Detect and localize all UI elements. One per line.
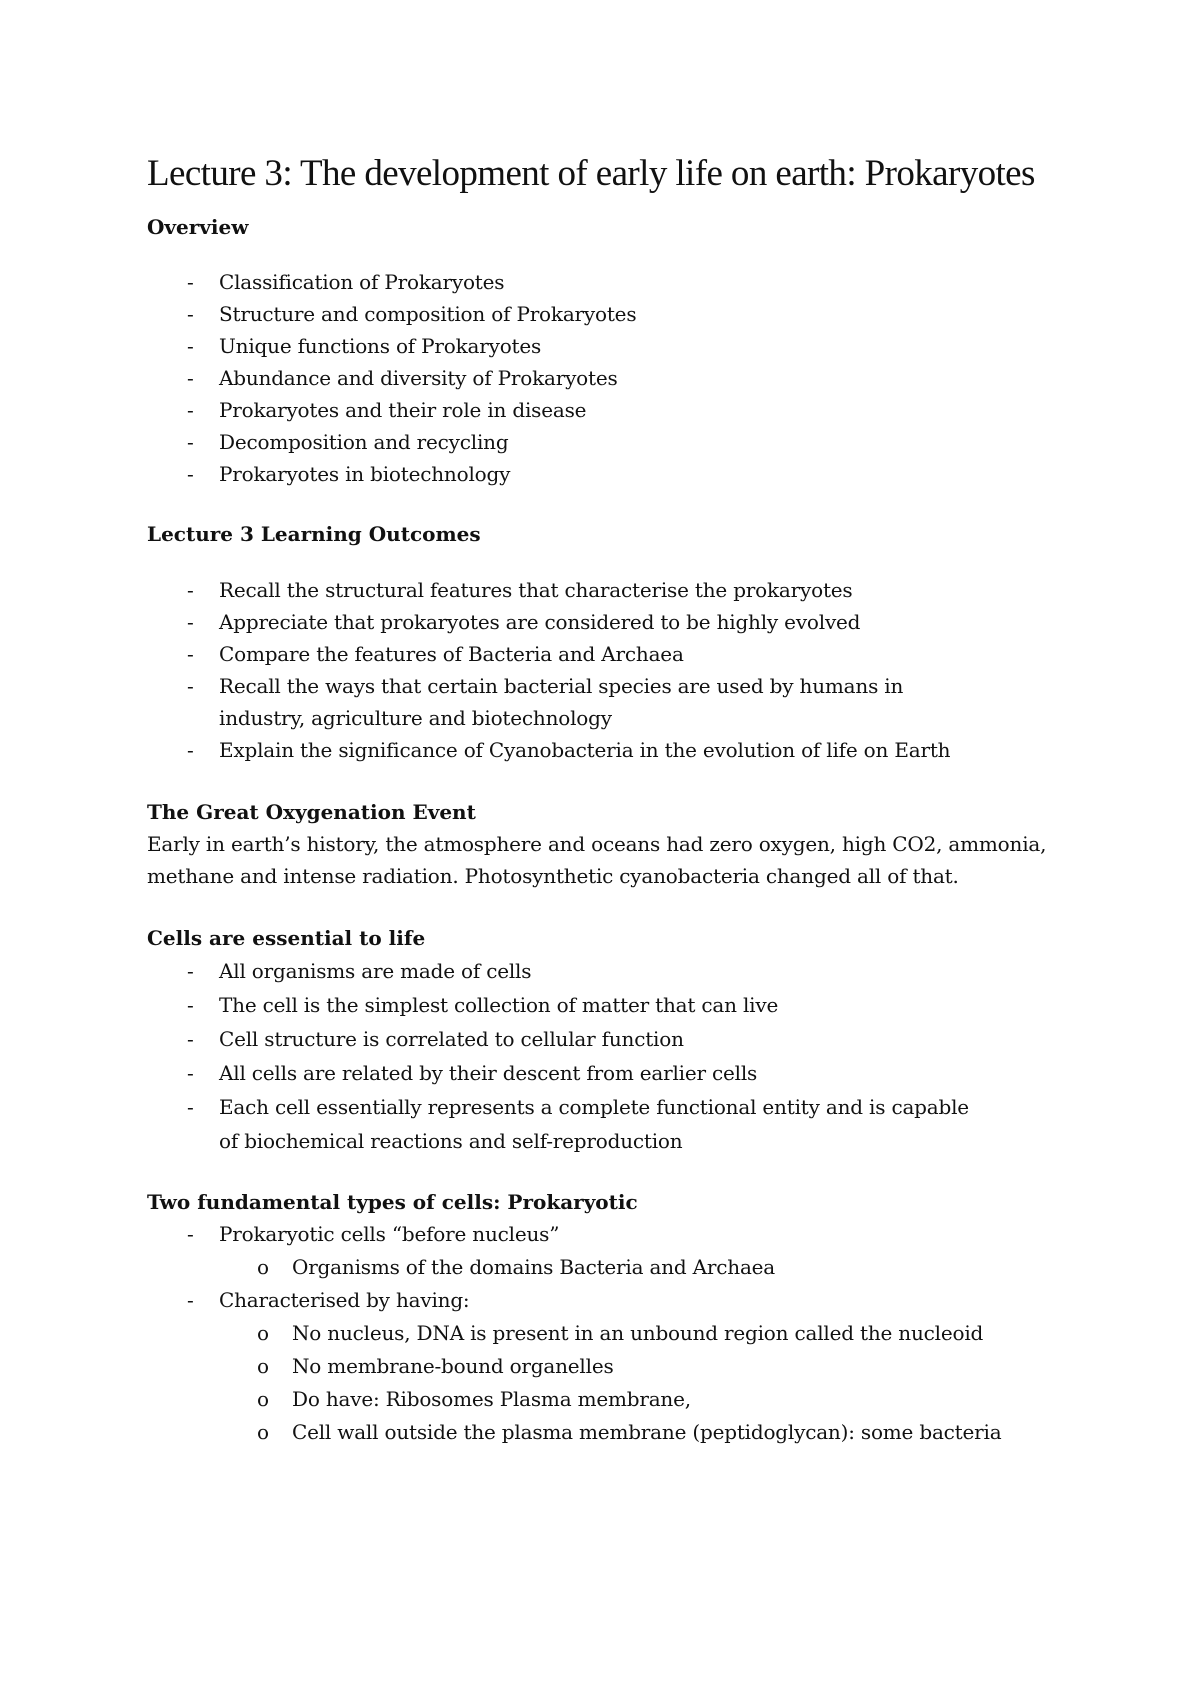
list-item — [147, 266, 1047, 298]
list-item — [147, 574, 1047, 606]
dash-bullet: - — [187, 1061, 194, 1085]
list-item — [147, 330, 1047, 362]
prokaryotic-sublist-2 — [147, 1317, 1047, 1449]
list-item-text: Appreciate that prokaryotes are considered to be highly evolved — [219, 610, 861, 634]
list-item-text: Classification of Prokaryotes — [219, 270, 505, 294]
sub-list-item — [147, 1251, 1047, 1284]
list-item-text: Cell structure is correlated to cellular function — [219, 1027, 684, 1051]
list-item-text: All cells are related by their descent from earlier cells — [219, 1061, 758, 1085]
list-item — [147, 1022, 1047, 1056]
list-item-text: Unique functions of Prokaryotes — [219, 334, 542, 358]
dash-bullet: - — [187, 366, 194, 390]
dash-bullet: - — [187, 959, 194, 983]
outcomes-section — [147, 518, 1047, 766]
dash-bullet: - — [187, 610, 194, 634]
list-item-text: Prokaryotic cells “before nucleus” — [219, 1222, 560, 1246]
dash-bullet: - — [187, 578, 194, 602]
dash-bullet: - — [187, 1222, 194, 1246]
cells-heading: Cells are essential to life — [147, 926, 426, 950]
list-item-text: All organisms are made of cells — [219, 959, 532, 983]
dash-bullet: - — [187, 302, 194, 326]
dash-bullet: - — [187, 398, 194, 422]
prokaryotic-list — [147, 1218, 1047, 1251]
dash-bullet: - — [187, 270, 194, 294]
list-item — [147, 1284, 1047, 1317]
list-item — [147, 988, 1047, 1022]
list-item — [147, 638, 1047, 670]
dash-bullet: - — [187, 1288, 194, 1312]
list-item-text: Recall the structural features that characterise the prokaryotes — [219, 578, 853, 602]
oxygenation-heading: The Great Oxygenation Event — [147, 800, 476, 824]
prokaryotic-list-2 — [147, 1284, 1047, 1317]
overview-section — [147, 212, 1047, 490]
overview-list — [147, 266, 1047, 490]
sub-list-item-text: No nucleus, DNA is present in an unbound region called the nucleoid — [292, 1321, 984, 1345]
outcomes-heading: Lecture 3 Learning Outcomes — [147, 522, 481, 546]
document-page — [147, 142, 1047, 1449]
list-item-text: Each cell essentially represents a complete functional entity and is capable of biochemical reactions and self-reproduction — [219, 1095, 969, 1153]
circle-bullet: o — [257, 1255, 269, 1279]
outcomes-list — [147, 574, 1047, 766]
dash-bullet: - — [187, 993, 194, 1017]
sub-list-item-text: No membrane-bound organelles — [292, 1354, 614, 1378]
list-item — [147, 298, 1047, 330]
circle-bullet: o — [257, 1321, 269, 1345]
list-item — [147, 362, 1047, 394]
cells-section — [147, 922, 1047, 1158]
list-item — [147, 954, 1047, 988]
page-title: Lecture 3: The development of early life on earth: Prokaryotes — [147, 153, 1035, 194]
list-item-text: The cell is the simplest collection of matter that can live — [219, 993, 779, 1017]
dash-bullet: - — [187, 334, 194, 358]
cells-list — [147, 954, 1047, 1158]
sub-list-item-text: Cell wall outside the plasma membrane (peptidoglycan): some bacteria — [292, 1420, 1002, 1444]
list-item — [147, 670, 1047, 734]
list-item-text: Compare the features of Bacteria and Archaea — [219, 642, 684, 666]
sub-list-item-text: Do have: Ribosomes Plasma membrane, — [292, 1387, 691, 1411]
list-item — [147, 426, 1047, 458]
overview-heading: Overview — [147, 215, 249, 239]
oxygenation-paragraph: Early in earth’s history, the atmosphere and oceans had zero oxygen, high CO2, ammonia, methane and intense radiation. Photosynthetic cyanobacteria changed all of that. — [147, 832, 1047, 888]
dash-bullet: - — [187, 1027, 194, 1051]
sub-list-item — [147, 1383, 1047, 1416]
sub-list-item — [147, 1416, 1047, 1449]
sub-list-item-text: Organisms of the domains Bacteria and Archaea — [292, 1255, 776, 1279]
list-item — [147, 734, 1047, 766]
prokaryotic-section — [147, 1186, 1047, 1449]
prokaryotic-heading: Two fundamental types of cells: Prokaryotic — [147, 1190, 638, 1214]
list-item-text: Characterised by having: — [219, 1288, 470, 1312]
dash-bullet: - — [187, 462, 194, 486]
list-item-text: Explain the significance of Cyanobacteria in the evolution of life on Earth — [219, 738, 951, 762]
sub-list-item — [147, 1317, 1047, 1350]
list-item-text: Recall the ways that certain bacterial species are used by humans in industry, agriculture and biotechnology — [219, 674, 904, 730]
oxygenation-section — [147, 796, 1047, 892]
dash-bullet: - — [187, 642, 194, 666]
list-item — [147, 394, 1047, 426]
list-item-text: Decomposition and recycling — [219, 430, 509, 454]
list-item — [147, 458, 1047, 490]
circle-bullet: o — [257, 1420, 269, 1444]
dash-bullet: - — [187, 674, 194, 698]
list-item-text: Prokaryotes in biotechnology — [219, 462, 511, 486]
dash-bullet: - — [187, 738, 194, 762]
list-item — [147, 1218, 1047, 1251]
prokaryotic-sublist-1 — [147, 1251, 1047, 1284]
circle-bullet: o — [257, 1354, 269, 1378]
dash-bullet: - — [187, 430, 194, 454]
circle-bullet: o — [257, 1387, 269, 1411]
list-item-text: Prokaryotes and their role in disease — [219, 398, 587, 422]
dash-bullet: - — [187, 1095, 194, 1119]
list-item — [147, 606, 1047, 638]
list-item-text: Abundance and diversity of Prokaryotes — [219, 366, 618, 390]
list-item — [147, 1056, 1047, 1090]
list-item-text: Structure and composition of Prokaryotes — [219, 302, 637, 326]
list-item — [147, 1090, 1047, 1158]
sub-list-item — [147, 1350, 1047, 1383]
